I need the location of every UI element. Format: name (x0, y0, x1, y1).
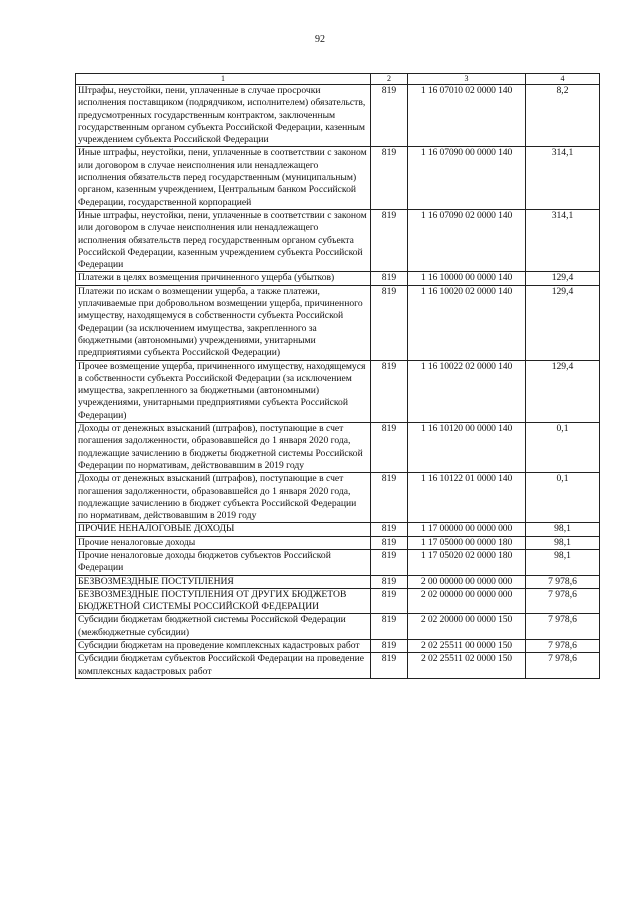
table-body (76, 85, 600, 679)
amount-cell: 129,4 (526, 360, 600, 422)
income-name-cell: Штрафы, неустойки, пени, уплаченные в случае просрочки исполнения поставщиком (подрядчиком, исполнителем) обязательств, предусмотренных государственным контрактом, заключенным государственным органом субъекта Российской Федерации, казенным учреждением субъекта Российской Федерации (76, 85, 371, 147)
admin-code-cell: 819 (371, 360, 408, 422)
amount-cell: 8,2 (526, 85, 600, 147)
admin-code-cell: 819 (371, 614, 408, 640)
admin-code-cell: 819 (371, 285, 408, 360)
classification-code-cell: 1 17 05000 00 0000 180 (408, 536, 526, 549)
admin-code-cell: 819 (371, 272, 408, 285)
amount-cell: 314,1 (526, 147, 600, 209)
classification-code-cell: 1 16 07090 00 0000 140 (408, 147, 526, 209)
column-header-2: 2 (371, 74, 408, 85)
income-name-cell: Платежи в целях возмещения причиненного ущерба (убытков) (76, 272, 371, 285)
amount-cell: 7 978,6 (526, 575, 600, 588)
admin-code-cell: 819 (371, 575, 408, 588)
admin-code-cell: 819 (371, 536, 408, 549)
admin-code-cell: 819 (371, 423, 408, 473)
classification-code-cell: 1 16 10120 00 0000 140 (408, 423, 526, 473)
income-name-cell: ПРОЧИЕ НЕНАЛОГОВЫЕ ДОХОДЫ (76, 523, 371, 536)
income-name-cell: Иные штрафы, неустойки, пени, уплаченные в соответствии с законом или договором в случае неисполнения или ненадлежащего исполнения обязательств перед государственным органом субъекта Российской Федерации, казенным учреждением субъекта Российской Федерации (76, 209, 371, 271)
classification-code-cell: 1 16 07010 02 0000 140 (408, 85, 526, 147)
amount-cell: 7 978,6 (526, 588, 600, 614)
classification-code-cell: 1 16 10022 02 0000 140 (408, 360, 526, 422)
classification-code-cell: 2 02 25511 02 0000 150 (408, 653, 526, 679)
table-row (76, 536, 600, 549)
admin-code-cell: 819 (371, 549, 408, 575)
revenue-table (75, 73, 600, 679)
table-row (76, 549, 600, 575)
table-row (76, 473, 600, 523)
classification-code-cell: 2 02 00000 00 0000 000 (408, 588, 526, 614)
amount-cell: 7 978,6 (526, 640, 600, 653)
table-row (76, 272, 600, 285)
page-number: 92 (315, 34, 325, 45)
table-row (76, 614, 600, 640)
income-name-cell: Субсидии бюджетам субъектов Российской Федерации на проведение комплексных кадастровых работ (76, 653, 371, 679)
admin-code-cell: 819 (371, 653, 408, 679)
table-row (76, 285, 600, 360)
table-row (76, 653, 600, 679)
income-name-cell: Прочие неналоговые доходы бюджетов субъектов Российской Федерации (76, 549, 371, 575)
classification-code-cell: 2 00 00000 00 0000 000 (408, 575, 526, 588)
column-header-1: 1 (76, 74, 371, 85)
income-name-cell: БЕЗВОЗМЕЗДНЫЕ ПОСТУПЛЕНИЯ (76, 575, 371, 588)
amount-cell: 129,4 (526, 272, 600, 285)
classification-code-cell: 1 17 05020 02 0000 180 (408, 549, 526, 575)
classification-code-cell: 1 16 10020 02 0000 140 (408, 285, 526, 360)
amount-cell: 314,1 (526, 209, 600, 271)
table-row (76, 423, 600, 473)
table-row (76, 85, 600, 147)
amount-cell: 7 978,6 (526, 614, 600, 640)
admin-code-cell: 819 (371, 147, 408, 209)
table-row (76, 575, 600, 588)
table-row (76, 209, 600, 271)
amount-cell: 129,4 (526, 285, 600, 360)
table-row (76, 640, 600, 653)
income-name-cell: Иные штрафы, неустойки, пени, уплаченные в соответствии с законом или договором в случае неисполнения или ненадлежащего исполнения обязательств перед государственным (муниципальным) органом, казенным учреждением, Центральным банком Российской Федерации, государственной корпорацией (76, 147, 371, 209)
classification-code-cell: 2 02 20000 00 0000 150 (408, 614, 526, 640)
table-row (76, 360, 600, 422)
amount-cell: 0,1 (526, 473, 600, 523)
classification-code-cell: 2 02 25511 00 0000 150 (408, 640, 526, 653)
table-header-row (76, 74, 600, 85)
column-header-3: 3 (408, 74, 526, 85)
amount-cell: 98,1 (526, 536, 600, 549)
admin-code-cell: 819 (371, 473, 408, 523)
admin-code-cell: 819 (371, 85, 408, 147)
table-row (76, 588, 600, 614)
income-name-cell: БЕЗВОЗМЕЗДНЫЕ ПОСТУПЛЕНИЯ ОТ ДРУГИХ БЮДЖЕТОВ БЮДЖЕТНОЙ СИСТЕМЫ РОССИЙСКОЙ ФЕДЕРАЦИИ (76, 588, 371, 614)
amount-cell: 0,1 (526, 423, 600, 473)
income-name-cell: Доходы от денежных взысканий (штрафов), поступающие в счет погашения задолженности, образовавшейся до 1 января 2020 года, подлежащие зачислению в бюджеты бюджетной системы Российской Федерации по нормативам, действовавшим в 2019 году (76, 423, 371, 473)
classification-code-cell: 1 16 10122 01 0000 140 (408, 473, 526, 523)
amount-cell: 98,1 (526, 549, 600, 575)
amount-cell: 98,1 (526, 523, 600, 536)
income-name-cell: Субсидии бюджетам на проведение комплексных кадастровых работ (76, 640, 371, 653)
classification-code-cell: 1 17 00000 00 0000 000 (408, 523, 526, 536)
table-row (76, 147, 600, 209)
table-row (76, 523, 600, 536)
income-name-cell: Прочие неналоговые доходы (76, 536, 371, 549)
income-name-cell: Прочее возмещение ущерба, причиненного имуществу, находящемуся в собственности субъекта Российской Федерации (за исключением имущества, закрепленного за бюджетными (автономными) учреждениями, унитарными предприятиями субъекта Российской Федерации) (76, 360, 371, 422)
amount-cell: 7 978,6 (526, 653, 600, 679)
classification-code-cell: 1 16 07090 02 0000 140 (408, 209, 526, 271)
classification-code-cell: 1 16 10000 00 0000 140 (408, 272, 526, 285)
column-header-4: 4 (526, 74, 600, 85)
admin-code-cell: 819 (371, 588, 408, 614)
admin-code-cell: 819 (371, 209, 408, 271)
income-name-cell: Платежи по искам о возмещении ущерба, а также платежи, уплачиваемые при добровольном возмещении ущерба, причиненного имуществу, находящемуся в собственности субъекта Российской Федерации (за исключением имущества, закрепленного за бюджетными (автономными) учреждениями, унитарными предприятиями субъекта Российской Федерации) (76, 285, 371, 360)
admin-code-cell: 819 (371, 523, 408, 536)
income-name-cell: Субсидии бюджетам бюджетной системы Российской Федерации (межбюджетные субсидии) (76, 614, 371, 640)
income-name-cell: Доходы от денежных взысканий (штрафов), поступающие в счет погашения задолженности, образовавшейся до 1 января 2020 года, подлежащие зачислению в бюджет субъекта Российской Федерации по нормативам, действовавшим в 2019 году (76, 473, 371, 523)
admin-code-cell: 819 (371, 640, 408, 653)
